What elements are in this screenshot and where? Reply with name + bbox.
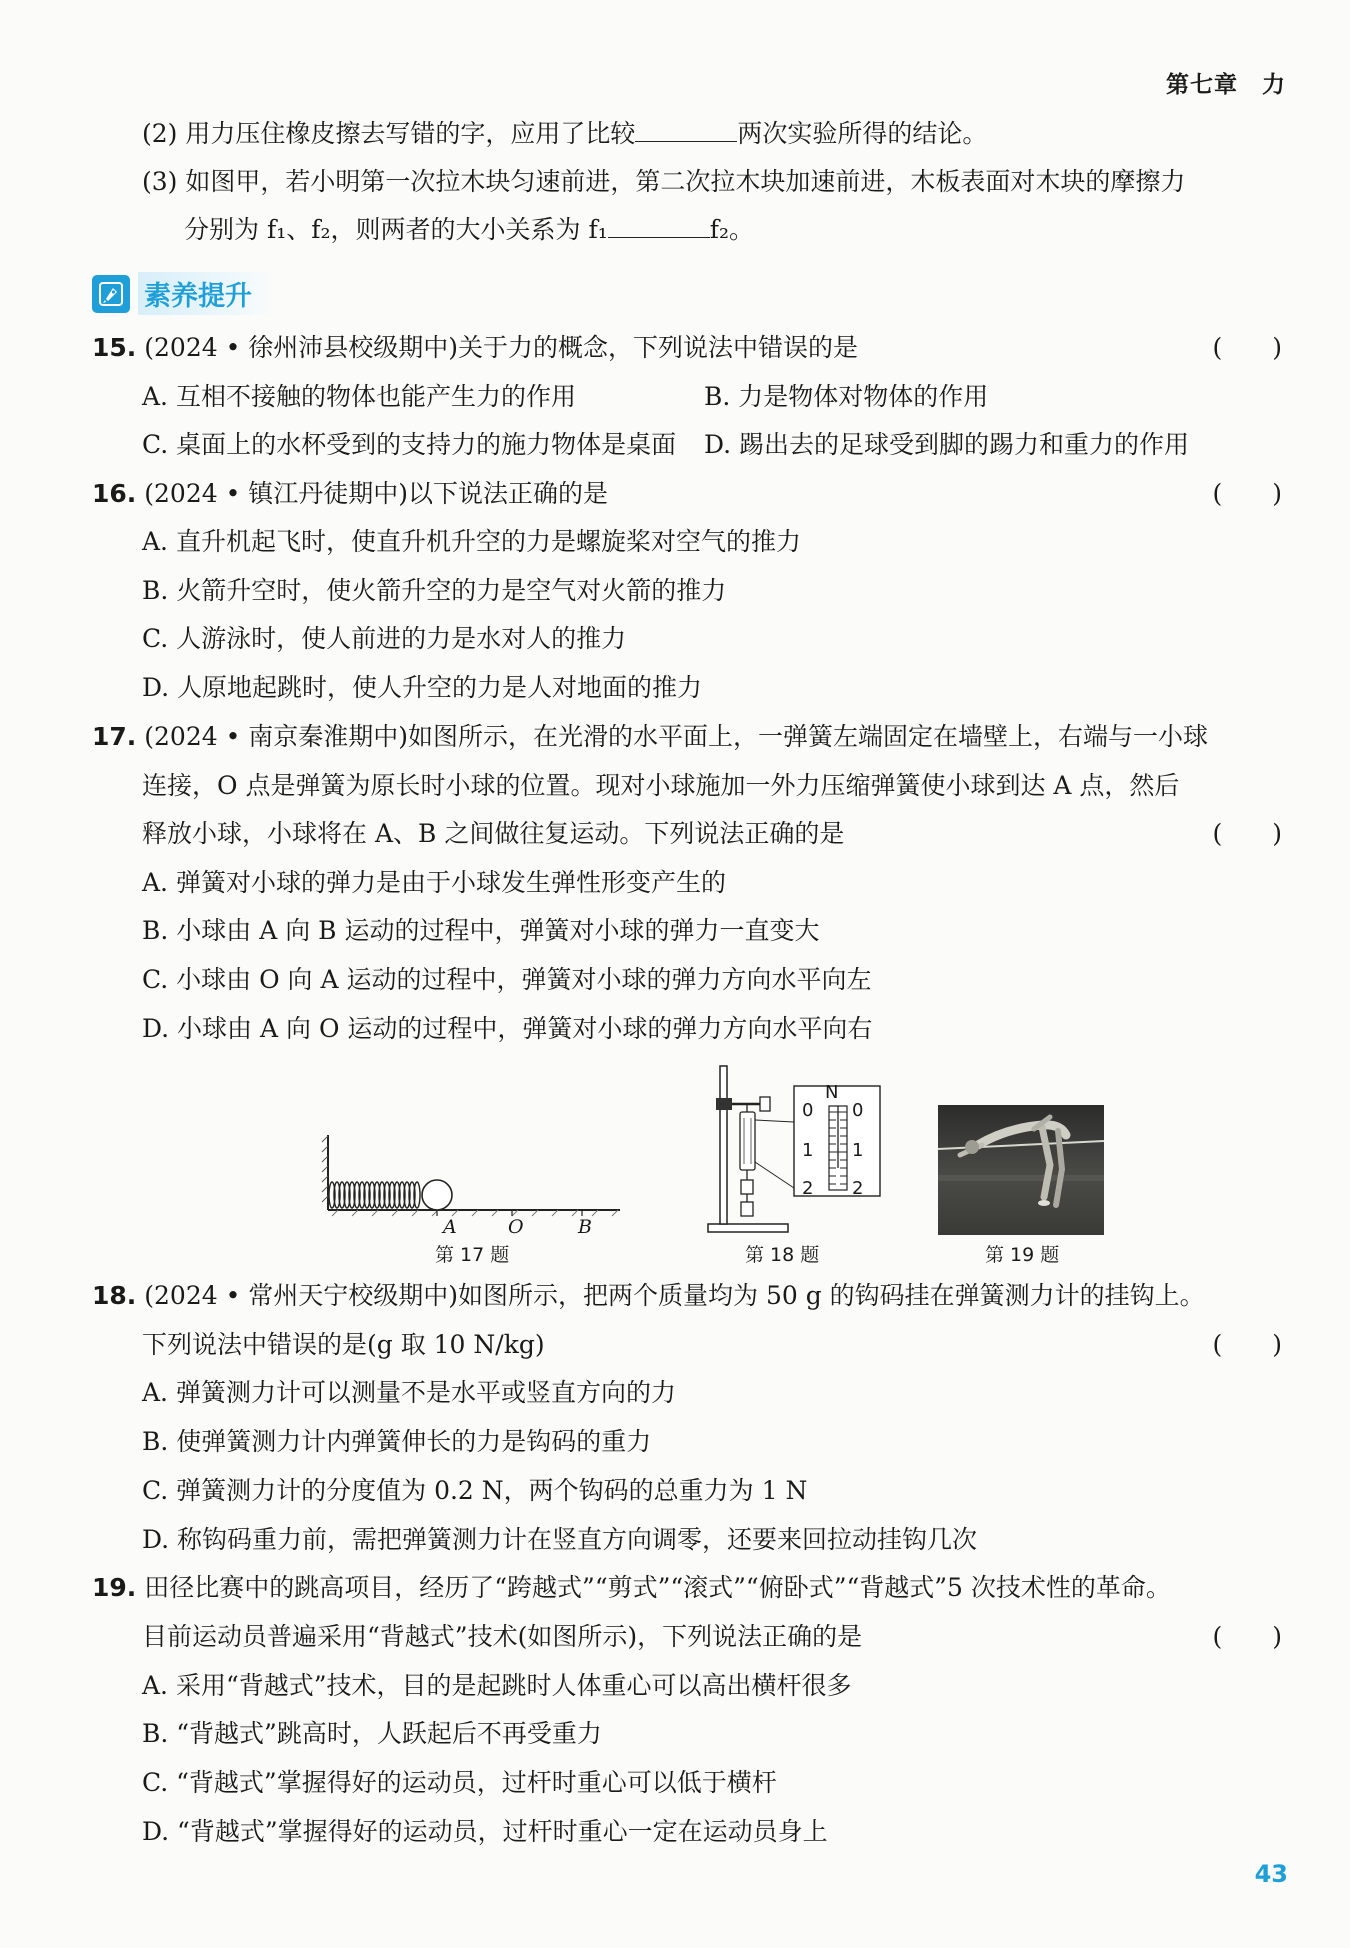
q17-option-b[interactable]: B. 小球由 A 向 B 运动的过程中，弹簧对小球的弹力一直变大 [142,916,820,945]
page-number: 43 [1254,1860,1288,1888]
q15-option-d[interactable]: D. 踢出去的足球受到脚的踢力和重力的作用 [704,430,1190,459]
q14-part3-line2: 分别为 f₁、f₂，则两者的大小关系为 f₁ f₂。 [184,215,755,244]
figure-19-caption: 第 19 题 [985,1244,1060,1266]
figure-17-spring-ball [320,1130,620,1230]
section-title: 素养提升 [138,272,274,315]
answer-blank[interactable] [635,119,737,142]
q15-option-c[interactable]: C. 桌面上的水杯受到的支持力的施力物体是桌面 [142,430,677,459]
q16-stem: 16. (2024 • 镇江丹徒期中)以下说法正确的是 [92,479,609,508]
figure-17-label-a: A [443,1216,457,1238]
q17-answer-paren[interactable]: ( ) [1212,819,1282,848]
q18-option-b[interactable]: B. 使弹簧测力计内弹簧伸长的力是钩码的重力 [142,1427,652,1456]
figure-17-label-o: O [508,1216,524,1238]
q17-stem-line1: 17. (2024 • 南京秦淮期中)如图所示，在光滑的水平面上，一弹簧左端固定在墙壁上，右端与一小球 [92,722,1209,751]
q15-stem: 15. (2024 • 徐州沛县校级期中)关于力的概念，下列说法中错误的是 [92,333,859,362]
figure-18-tick-1-right: 1 [852,1140,864,1161]
q15-option-b[interactable]: B. 力是物体对物体的作用 [704,382,989,411]
q18-option-d[interactable]: D. 称钩码重力前，需把弹簧测力计在竖直方向调零，还要来回拉动挂钩几次 [142,1525,978,1554]
q19-option-b[interactable]: B. “背越式”跳高时，人跃起后不再受重力 [142,1719,602,1748]
chapter-header: 第七章 力 [1166,72,1286,98]
figure-17-caption: 第 17 题 [435,1244,510,1266]
figure-17-label-b: B [578,1216,592,1238]
figure-18-caption: 第 18 题 [745,1244,820,1266]
q17-option-a[interactable]: A. 弹簧对小球的弹力是由于小球发生弹性形变产生的 [142,868,726,897]
q18-option-a[interactable]: A. 弹簧测力计可以测量不是水平或竖直方向的力 [142,1378,676,1407]
q17-stem-line2: 连接，O 点是弹簧为原长时小球的位置。现对小球施加一外力压缩弹簧使小球到达 A 点，然后 [142,771,1180,800]
q17-option-c[interactable]: C. 小球由 O 向 A 运动的过程中，弹簧对小球的弹力方向水平向左 [142,965,872,994]
rocket-icon [92,275,130,313]
figure-18-unit: N [825,1082,839,1103]
q19-option-c[interactable]: C. “背越式”掌握得好的运动员，过杆时重心可以低于横杆 [142,1768,777,1797]
figure-18-tick-0-right: 0 [852,1100,864,1121]
q15-option-a[interactable]: A. 互相不接触的物体也能产生力的作用 [142,382,576,411]
q16-option-b[interactable]: B. 火箭升空时，使火箭升空的力是空气对火箭的推力 [142,576,727,605]
q14-part3-line1: (3) 如图甲，若小明第一次拉木块匀速前进，第二次拉木块加速前进，木板表面对木块的摩擦力 [142,167,1186,196]
q16-option-a[interactable]: A. 直升机起飞时，使直升机升空的力是螺旋桨对空气的推力 [142,527,801,556]
answer-blank[interactable] [608,215,710,238]
q18-option-c[interactable]: C. 弹簧测力计的分度值为 0.2 N，两个钩码的总重力为 1 N [142,1476,808,1505]
q14-part2: (2) 用力压住橡皮擦去写错的字，应用了比较 两次实验所得的结论。 [142,119,988,148]
figure-18-tick-2-left: 2 [802,1178,814,1199]
q17-stem-line3: 释放小球，小球将在 A、B 之间做往复运动。下列说法正确的是 [142,819,845,848]
figure-18-tick-0-left: 0 [802,1100,814,1121]
q18-answer-paren[interactable]: ( ) [1212,1330,1282,1359]
q16-answer-paren[interactable]: ( ) [1212,479,1282,508]
q19-option-d[interactable]: D. “背越式”掌握得好的运动员，过杆时重心一定在运动员身上 [142,1817,828,1846]
q15-answer-paren[interactable]: ( ) [1212,333,1282,362]
q19-stem-line2: 目前运动员普遍采用“背越式”技术(如图所示)，下列说法正确的是 [142,1622,863,1651]
q17-option-d[interactable]: D. 小球由 A 向 O 运动的过程中，弹簧对小球的弹力方向水平向右 [142,1014,873,1043]
q16-option-d[interactable]: D. 人原地起跳时，使人升空的力是人对地面的推力 [142,673,703,702]
figure-19-high-jump-photo [938,1105,1104,1235]
q18-stem-line1: 18. (2024 • 常州天宁校级期中)如图所示，把两个质量均为 50 g 的钩码挂在弹簧测力计的挂钩上。 [92,1281,1205,1310]
figure-18-spring-scale [690,1062,910,1240]
figure-18-tick-1-left: 1 [802,1140,814,1161]
q18-stem-line2: 下列说法中错误的是(g 取 10 N/kg) [142,1330,545,1359]
figure-18-tick-2-right: 2 [852,1178,864,1199]
q19-stem-line1: 19. 田径比赛中的跳高项目，经历了“跨越式”“剪式”“滚式”“俯卧式”“背越式”5 次技术性的革命。 [92,1573,1171,1602]
section-header [92,272,274,315]
q16-option-c[interactable]: C. 人游泳时，使人前进的力是水对人的推力 [142,624,627,653]
q19-answer-paren[interactable]: ( ) [1212,1622,1282,1651]
q19-option-a[interactable]: A. 采用“背越式”技术，目的是起跳时人体重心可以高出横杆很多 [142,1671,852,1700]
